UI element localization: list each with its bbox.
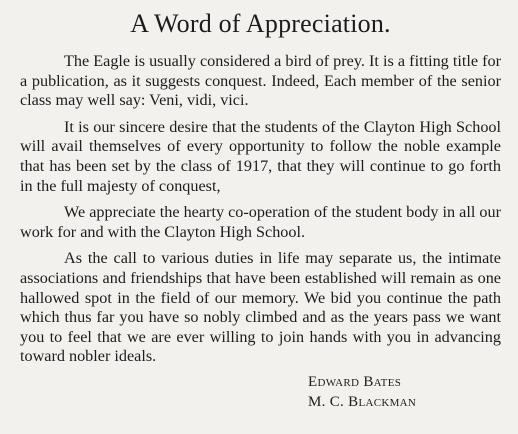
document-body	[20, 52, 501, 367]
document-page	[0, 8, 518, 434]
signature-1: Edward Bates	[308, 374, 402, 390]
signature-block	[308, 372, 416, 412]
paragraph-3: We appreciate the hearty co-operation of the student body in all our work for and with the Clayton High School.	[20, 203, 501, 241]
paragraph-1: The Eagle is usually considered a bird of prey. It is a fitting title for a publication, as it suggests conquest. Indeed, Each member of the senior class may well say: Veni, vidi, vici.	[20, 52, 501, 110]
paragraph-2: It is our sincere desire that the students of the Clayton High School will avail themselves of every opportunity to follow the noble example that has been set by the class of 1917, that they will continue to go forth in the full majesty of conquest,	[20, 117, 501, 195]
paragraph-4: As the call to various duties in life may separate us, the intimate associations and friendships that have been established will remain as one hallowed spot in the field of our memory. We bid you continue the path which thus far you have so nobly climbed and as the years pass we want you to feel that we are ever willing to join hands with you in advancing toward nobler ideals.	[20, 249, 501, 366]
signature-2: M. C. Blackman	[308, 394, 417, 410]
page-title: A Word of Appreciation.	[130, 9, 391, 38]
